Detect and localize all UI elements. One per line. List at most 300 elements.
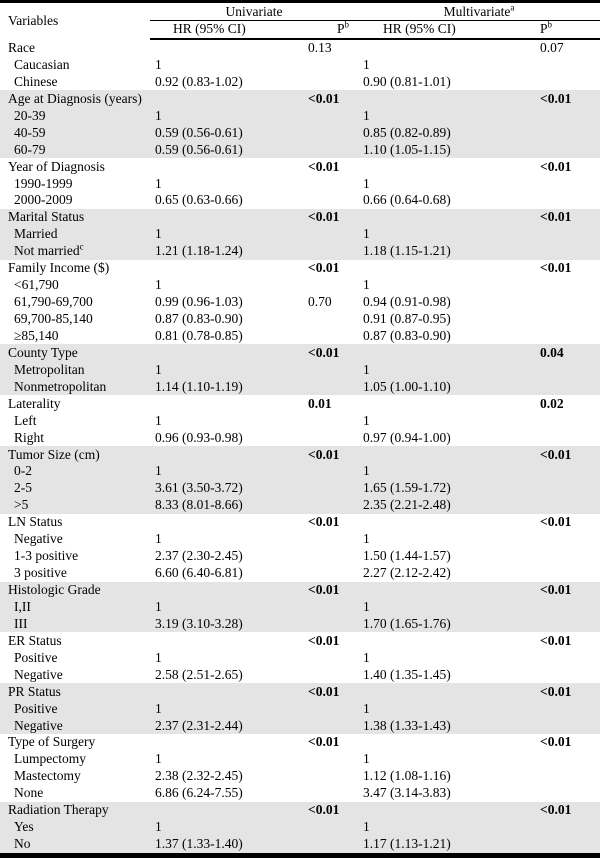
univariate-p-value: <0.01 bbox=[283, 90, 358, 107]
multivariate-hr-value: 1.05 (1.00-1.10) bbox=[358, 378, 535, 395]
univariate-hr-value: 1 bbox=[155, 56, 162, 72]
multivariate-hr-value: 1 bbox=[358, 700, 535, 717]
category-label: Left bbox=[14, 412, 37, 428]
multivariate-p-value bbox=[535, 429, 600, 446]
category-row bbox=[0, 57, 600, 74]
univariate-hr-value bbox=[150, 802, 283, 819]
category-row bbox=[0, 548, 600, 565]
multivariate-hr-value: 0.94 (0.91-0.98) bbox=[363, 294, 451, 310]
variable-group-label: Histologic Grade bbox=[0, 582, 150, 599]
univariate-hr-value: 1.37 (1.33-1.40) bbox=[150, 836, 283, 856]
univariate-p-value: <0.01 bbox=[308, 514, 340, 530]
variables-column-header: Variables bbox=[8, 12, 59, 28]
category-label: Lumpectomy bbox=[14, 751, 86, 767]
category-label: 40-59 bbox=[0, 124, 150, 141]
multivariate-p-value: <0.01 bbox=[540, 514, 572, 530]
univariate-p-value bbox=[283, 531, 358, 548]
multivariate-hr-value: 0.87 (0.83-0.90) bbox=[363, 327, 451, 343]
univariate-p-value bbox=[283, 328, 358, 345]
multivariate-hr-value: 1 bbox=[358, 599, 535, 616]
univariate-hr-value: 0.99 (0.96-1.03) bbox=[155, 294, 243, 310]
univariate-hr-column-header: HR (95% CI) bbox=[150, 21, 283, 39]
table-header bbox=[0, 2, 600, 39]
variable-group-label: PR Status bbox=[0, 683, 150, 700]
multivariate-p-value bbox=[535, 378, 600, 395]
variable-group-label: County Type bbox=[0, 344, 150, 361]
univariate-p-value bbox=[283, 412, 358, 429]
multivariate-hr-column-header: HR (95% CI) bbox=[358, 21, 535, 39]
multivariate-hr-value: 0.90 (0.81-1.01) bbox=[363, 73, 451, 89]
multivariate-p-value bbox=[535, 73, 600, 90]
multivariate-hr-value: 1.70 (1.65-1.76) bbox=[358, 615, 535, 632]
multivariate-hr-value: 1 bbox=[358, 361, 535, 378]
multivariate-hr-value bbox=[358, 344, 535, 361]
variable-group-row bbox=[0, 90, 600, 107]
univariate-p-value bbox=[283, 226, 358, 243]
multivariate-group-header bbox=[358, 2, 600, 21]
category-label: <61,790 bbox=[14, 277, 59, 293]
univariate-p-value: 0.01 bbox=[308, 395, 332, 411]
multivariate-p-value bbox=[535, 836, 600, 856]
multivariate-p-value: <0.01 bbox=[540, 734, 572, 750]
multivariate-hr-value: 1.18 (1.15-1.21) bbox=[358, 243, 535, 260]
univariate-p-value bbox=[283, 480, 358, 497]
multivariate-label: Multivariate bbox=[443, 3, 511, 19]
univariate-p-value bbox=[283, 429, 358, 446]
category-label: 61,790-69,700 bbox=[14, 294, 93, 310]
multivariate-p-value bbox=[535, 700, 600, 717]
multivariate-p-value bbox=[535, 412, 600, 429]
category-label: Positive bbox=[14, 649, 58, 665]
univariate-hr-value bbox=[150, 582, 283, 599]
category-label: 60-79 bbox=[0, 141, 150, 158]
univariate-hr-value: 1 bbox=[150, 700, 283, 717]
multivariate-p-value bbox=[535, 615, 600, 632]
multivariate-p-value: <0.01 bbox=[535, 802, 600, 819]
multivariate-p-value bbox=[535, 649, 600, 666]
category-row bbox=[0, 73, 600, 90]
footnote-marker-b: b bbox=[344, 19, 350, 30]
category-label: III bbox=[0, 615, 150, 632]
univariate-p-value: <0.01 bbox=[283, 209, 358, 226]
univariate-hr-value: 1 bbox=[150, 819, 283, 836]
multivariate-p-value bbox=[535, 328, 600, 345]
category-row bbox=[0, 192, 600, 209]
variable-group-row bbox=[0, 632, 600, 649]
variable-group-label: Laterality bbox=[8, 395, 61, 411]
category-row bbox=[0, 480, 600, 497]
multivariate-hr-value: 0.91 (0.87-0.95) bbox=[363, 311, 451, 327]
category-row bbox=[0, 412, 600, 429]
univariate-p-value bbox=[283, 57, 358, 74]
category-row bbox=[0, 785, 600, 802]
univariate-p-value bbox=[283, 548, 358, 565]
univariate-p-value bbox=[283, 311, 358, 328]
category-row bbox=[0, 429, 600, 446]
univariate-p-value bbox=[283, 615, 358, 632]
category-label: Positive bbox=[0, 700, 150, 717]
univariate-hr-value: 2.37 (2.31-2.44) bbox=[150, 717, 283, 734]
multivariate-p-value bbox=[535, 107, 600, 124]
univariate-hr-value: 1.21 (1.18-1.24) bbox=[150, 243, 283, 260]
category-row bbox=[0, 836, 600, 856]
multivariate-p-value bbox=[535, 768, 600, 785]
multivariate-p-value bbox=[535, 124, 600, 141]
variable-group-row bbox=[0, 344, 600, 361]
multivariate-hr-value bbox=[358, 260, 535, 277]
category-label: Negative bbox=[0, 717, 150, 734]
multivariate-p-value bbox=[535, 243, 600, 260]
category-row bbox=[0, 378, 600, 395]
category-label: I,II bbox=[0, 599, 150, 616]
footnote-marker-b: b bbox=[547, 19, 553, 30]
variable-group-label: Year of Diagnosis bbox=[8, 158, 105, 174]
variable-group-row bbox=[0, 446, 600, 463]
univariate-hr-value: 1 bbox=[155, 412, 162, 428]
category-label: Negative bbox=[14, 531, 63, 547]
univariate-p-value bbox=[283, 141, 358, 158]
univariate-hr-value bbox=[150, 209, 283, 226]
univariate-p-value: 0.13 bbox=[308, 40, 332, 55]
univariate-p-value bbox=[283, 175, 358, 192]
univariate-hr-value: 0.87 (0.83-0.90) bbox=[155, 311, 243, 327]
category-row bbox=[0, 277, 600, 294]
univariate-hr-value: 1 bbox=[155, 175, 162, 191]
variable-group-row bbox=[0, 514, 600, 531]
univariate-hr-value bbox=[150, 632, 283, 649]
category-row bbox=[0, 565, 600, 582]
multivariate-hr-value: 1.40 (1.35-1.45) bbox=[363, 666, 451, 682]
category-row bbox=[0, 226, 600, 243]
category-label: 2000-2009 bbox=[14, 192, 73, 208]
univariate-hr-value bbox=[150, 734, 283, 751]
multivariate-p-value bbox=[535, 599, 600, 616]
multivariate-p-value bbox=[535, 175, 600, 192]
variable-group-row bbox=[0, 209, 600, 226]
multivariate-p-column-header: $P^b$ bbox=[535, 21, 600, 39]
category-row bbox=[0, 243, 600, 260]
category-row bbox=[0, 700, 600, 717]
multivariate-hr-value bbox=[358, 395, 535, 412]
multivariate-hr-value: 1.10 (1.05-1.15) bbox=[358, 141, 535, 158]
univariate-hr-value bbox=[150, 446, 283, 463]
univariate-p-value bbox=[283, 768, 358, 785]
category-row bbox=[0, 751, 600, 768]
univariate-hr-value bbox=[150, 260, 283, 277]
multivariate-p-value bbox=[535, 311, 600, 328]
univariate-hr-value: 0.59 (0.56-0.61) bbox=[150, 124, 283, 141]
multivariate-hr-value: 1 bbox=[358, 107, 535, 124]
variable-group-row bbox=[0, 683, 600, 700]
univariate-hr-value: 0.96 (0.93-0.98) bbox=[155, 429, 243, 445]
category-row bbox=[0, 328, 600, 345]
category-row bbox=[0, 717, 600, 734]
category-label: Caucasian bbox=[14, 56, 70, 72]
variable-group-row bbox=[0, 734, 600, 751]
multivariate-p-value: 0.07 bbox=[540, 40, 564, 55]
category-label: Right bbox=[14, 429, 45, 445]
univariate-p-value: <0.01 bbox=[283, 582, 358, 599]
univariate-hr-value bbox=[150, 514, 283, 531]
category-row bbox=[0, 107, 600, 124]
univariate-p-value bbox=[283, 124, 358, 141]
variable-group-label: Radiation Therapy bbox=[0, 802, 150, 819]
univariate-hr-value bbox=[150, 395, 283, 412]
univariate-p-value bbox=[283, 599, 358, 616]
univariate-group-header bbox=[150, 2, 358, 21]
univariate-hr-value: 1 bbox=[150, 361, 283, 378]
univariate-p-value bbox=[283, 785, 358, 802]
univariate-p-value bbox=[283, 700, 358, 717]
univariate-hr-value: 8.33 (8.01-8.66) bbox=[150, 497, 283, 514]
multivariate-hr-value: 1 bbox=[363, 751, 370, 767]
category-label: Yes bbox=[0, 819, 150, 836]
multivariate-hr-value bbox=[358, 158, 535, 175]
univariate-hr-value: 3.19 (3.10-3.28) bbox=[150, 615, 283, 632]
category-label: Not married$^c$ bbox=[0, 243, 150, 260]
multivariate-hr-value: 1 bbox=[358, 819, 535, 836]
univariate-hr-value: 1 bbox=[155, 531, 162, 547]
category-label: 20-39 bbox=[0, 107, 150, 124]
variable-group-row bbox=[0, 39, 600, 57]
univariate-hr-value bbox=[150, 90, 283, 107]
category-label: None bbox=[14, 785, 44, 801]
variable-group-label: Type of Surgery bbox=[8, 734, 96, 750]
multivariate-hr-value bbox=[358, 683, 535, 700]
univariate-hr-value: 1 bbox=[155, 649, 162, 665]
univariate-hr-value bbox=[150, 158, 283, 175]
multivariate-p-value bbox=[535, 463, 600, 480]
category-label: Negative bbox=[14, 666, 63, 682]
multivariate-p-value: <0.01 bbox=[535, 446, 600, 463]
multivariate-hr-value bbox=[358, 514, 535, 531]
category-label: 2-5 bbox=[0, 480, 150, 497]
multivariate-p-value bbox=[535, 717, 600, 734]
category-row bbox=[0, 649, 600, 666]
univariate-hr-value: 1 bbox=[150, 107, 283, 124]
univariate-p-value: <0.01 bbox=[308, 734, 340, 750]
category-label: >5 bbox=[0, 497, 150, 514]
univariate-p-value: 0.70 bbox=[308, 294, 332, 310]
variable-group-label: Age at Diagnosis (years) bbox=[0, 90, 150, 107]
footnote-marker-c: c bbox=[79, 242, 84, 252]
multivariate-p-value: <0.01 bbox=[535, 209, 600, 226]
univariate-p-value bbox=[283, 73, 358, 90]
category-row bbox=[0, 531, 600, 548]
univariate-p-value bbox=[283, 107, 358, 124]
variable-group-row bbox=[0, 802, 600, 819]
univariate-p-value bbox=[283, 751, 358, 768]
multivariate-hr-value bbox=[358, 39, 535, 57]
multivariate-p-value: <0.01 bbox=[535, 90, 600, 107]
category-label: 0-2 bbox=[0, 463, 150, 480]
multivariate-p-value: <0.01 bbox=[535, 683, 600, 700]
variable-group-label: Tumor Size (cm) bbox=[0, 446, 150, 463]
univariate-p-value: <0.01 bbox=[283, 802, 358, 819]
univariate-hr-value: 2.58 (2.51-2.65) bbox=[155, 666, 243, 682]
variable-group-label: LN Status bbox=[8, 514, 63, 530]
multivariate-hr-value: 1.12 (1.08-1.16) bbox=[363, 768, 451, 784]
univariate-hr-value bbox=[150, 39, 283, 57]
category-row bbox=[0, 497, 600, 514]
univariate-p-value: <0.01 bbox=[283, 446, 358, 463]
multivariate-hr-value bbox=[358, 632, 535, 649]
multivariate-p-value bbox=[535, 57, 600, 74]
category-label: No bbox=[0, 836, 150, 856]
univariate-hr-value bbox=[150, 683, 283, 700]
multivariate-p-value bbox=[535, 819, 600, 836]
univariate-hr-value: 6.60 (6.40-6.81) bbox=[155, 565, 243, 581]
univariate-p-value: <0.01 bbox=[283, 683, 358, 700]
multivariate-p-value: <0.01 bbox=[540, 260, 572, 276]
univariate-p-value bbox=[283, 836, 358, 856]
multivariate-hr-value: 0.66 (0.64-0.68) bbox=[363, 192, 451, 208]
univariate-hr-value: 1 bbox=[150, 226, 283, 243]
univariate-p-value bbox=[283, 497, 358, 514]
category-row bbox=[0, 124, 600, 141]
category-row bbox=[0, 294, 600, 311]
univariate-p-value bbox=[283, 717, 358, 734]
category-label: Nonmetropolitan bbox=[0, 378, 150, 395]
multivariate-p-value bbox=[535, 192, 600, 209]
multivariate-p-value bbox=[535, 548, 600, 565]
multivariate-hr-value: 1 bbox=[363, 531, 370, 547]
multivariate-hr-value: 2.27 (2.12-2.42) bbox=[363, 565, 451, 581]
category-row bbox=[0, 311, 600, 328]
univariate-hr-value bbox=[150, 344, 283, 361]
univariate-p-value bbox=[283, 361, 358, 378]
multivariate-hr-value: 1.65 (1.59-1.72) bbox=[358, 480, 535, 497]
univariate-hr-value: 2.38 (2.32-2.45) bbox=[155, 768, 243, 784]
multivariate-hr-value: 1.38 (1.33-1.43) bbox=[358, 717, 535, 734]
multivariate-hr-value: 1 bbox=[363, 56, 370, 72]
multivariate-hr-value: 2.35 (2.21-2.48) bbox=[358, 497, 535, 514]
univariate-hr-value: 6.86 (6.24-7.55) bbox=[155, 785, 243, 801]
univariate-p-value: <0.01 bbox=[308, 260, 340, 276]
multivariate-hr-value: 0.85 (0.82-0.89) bbox=[358, 124, 535, 141]
category-row bbox=[0, 599, 600, 616]
category-row bbox=[0, 463, 600, 480]
multivariate-hr-value: 1 bbox=[363, 175, 370, 191]
multivariate-p-value bbox=[535, 751, 600, 768]
multivariate-p-value bbox=[535, 480, 600, 497]
multivariate-hr-value: 0.97 (0.94-1.00) bbox=[363, 429, 451, 445]
category-row bbox=[0, 175, 600, 192]
univariate-p-value bbox=[283, 277, 358, 294]
multivariate-p-value bbox=[535, 531, 600, 548]
multivariate-hr-value: 1.17 (1.13-1.21) bbox=[358, 836, 535, 856]
univariate-p-value bbox=[283, 378, 358, 395]
multivariate-hr-value bbox=[358, 446, 535, 463]
univariate-hr-value: 1 bbox=[155, 751, 162, 767]
multivariate-p-value: <0.01 bbox=[535, 582, 600, 599]
univariate-p-value bbox=[283, 243, 358, 260]
category-row bbox=[0, 666, 600, 683]
category-row bbox=[0, 141, 600, 158]
univariate-p-column-header: $P^b$ bbox=[283, 21, 358, 39]
variable-group-label: Marital Status bbox=[0, 209, 150, 226]
univariate-p-value bbox=[283, 649, 358, 666]
univariate-p-value bbox=[283, 819, 358, 836]
univariate-hr-value: 0.81 (0.78-0.85) bbox=[155, 327, 243, 343]
category-row bbox=[0, 768, 600, 785]
univariate-p-value: <0.01 bbox=[283, 344, 358, 361]
multivariate-hr-value: 1 bbox=[363, 649, 370, 665]
variable-group-row bbox=[0, 158, 600, 175]
variable-group-label: Family Income ($) bbox=[8, 260, 110, 276]
multivariate-hr-value: 1 bbox=[363, 412, 370, 428]
category-label: ≥85,140 bbox=[14, 327, 59, 343]
category-row bbox=[0, 361, 600, 378]
category-row bbox=[0, 615, 600, 632]
univariate-p-value bbox=[283, 666, 358, 683]
category-row bbox=[0, 819, 600, 836]
multivariate-hr-value: 1.50 (1.44-1.57) bbox=[363, 548, 451, 564]
category-label: 1990-1999 bbox=[14, 175, 73, 191]
univariate-p-value bbox=[283, 565, 358, 582]
category-label: Mastectomy bbox=[14, 768, 81, 784]
univariate-hr-value: 0.65 (0.63-0.66) bbox=[155, 192, 243, 208]
multivariate-p-value bbox=[535, 666, 600, 683]
univariate-p-value bbox=[283, 192, 358, 209]
category-label: Metropolitan bbox=[0, 361, 150, 378]
variable-group-row bbox=[0, 395, 600, 412]
category-label: Chinese bbox=[14, 73, 58, 89]
multivariate-p-value bbox=[535, 277, 600, 294]
variable-group-row bbox=[0, 582, 600, 599]
category-label: Married bbox=[0, 226, 150, 243]
univariate-hr-value: 0.92 (0.83-1.02) bbox=[155, 73, 243, 89]
univariate-hr-value: 2.37 (2.30-2.45) bbox=[155, 548, 243, 564]
multivariate-hr-value: 1 bbox=[358, 226, 535, 243]
multivariate-p-value: <0.01 bbox=[540, 632, 572, 648]
category-label: 1-3 positive bbox=[14, 548, 79, 564]
category-label: 3 positive bbox=[14, 565, 67, 581]
multivariate-hr-value bbox=[358, 802, 535, 819]
multivariate-p-value bbox=[535, 361, 600, 378]
table-body bbox=[0, 39, 600, 856]
univariate-hr-value: 1 bbox=[155, 277, 162, 293]
univariate-hr-value: 1.14 (1.10-1.19) bbox=[150, 378, 283, 395]
multivariate-p-value bbox=[535, 141, 600, 158]
univariate-hr-value: 0.59 (0.56-0.61) bbox=[150, 141, 283, 158]
multivariate-hr-value bbox=[358, 90, 535, 107]
multivariate-hr-value: 1 bbox=[363, 277, 370, 293]
footnote-marker-a: a bbox=[510, 2, 515, 12]
multivariate-hr-value: 1 bbox=[358, 463, 535, 480]
multivariate-hr-value bbox=[358, 209, 535, 226]
univariate-p-value: <0.01 bbox=[308, 158, 340, 174]
univariate-hr-value: 1 bbox=[150, 463, 283, 480]
multivariate-p-value: 0.02 bbox=[540, 395, 564, 411]
multivariate-p-value bbox=[535, 565, 600, 582]
variable-group-label: ER Status bbox=[8, 632, 62, 648]
univariate-label: Univariate bbox=[225, 3, 283, 19]
multivariate-hr-value: 3.47 (3.14-3.83) bbox=[363, 785, 451, 801]
multivariate-hr-value bbox=[358, 734, 535, 751]
multivariate-p-value bbox=[535, 294, 600, 311]
category-label: 69,700-85,140 bbox=[14, 311, 93, 327]
multivariate-p-value bbox=[535, 497, 600, 514]
multivariate-hr-value bbox=[358, 582, 535, 599]
multivariate-p-value: 0.04 bbox=[535, 344, 600, 361]
multivariate-p-value: <0.01 bbox=[540, 158, 572, 174]
multivariate-p-value bbox=[535, 226, 600, 243]
variable-group-label: Race bbox=[8, 39, 35, 55]
univariate-hr-value: 3.61 (3.50-3.72) bbox=[150, 480, 283, 497]
univariate-hr-value: 1 bbox=[150, 599, 283, 616]
variable-group-row bbox=[0, 260, 600, 277]
